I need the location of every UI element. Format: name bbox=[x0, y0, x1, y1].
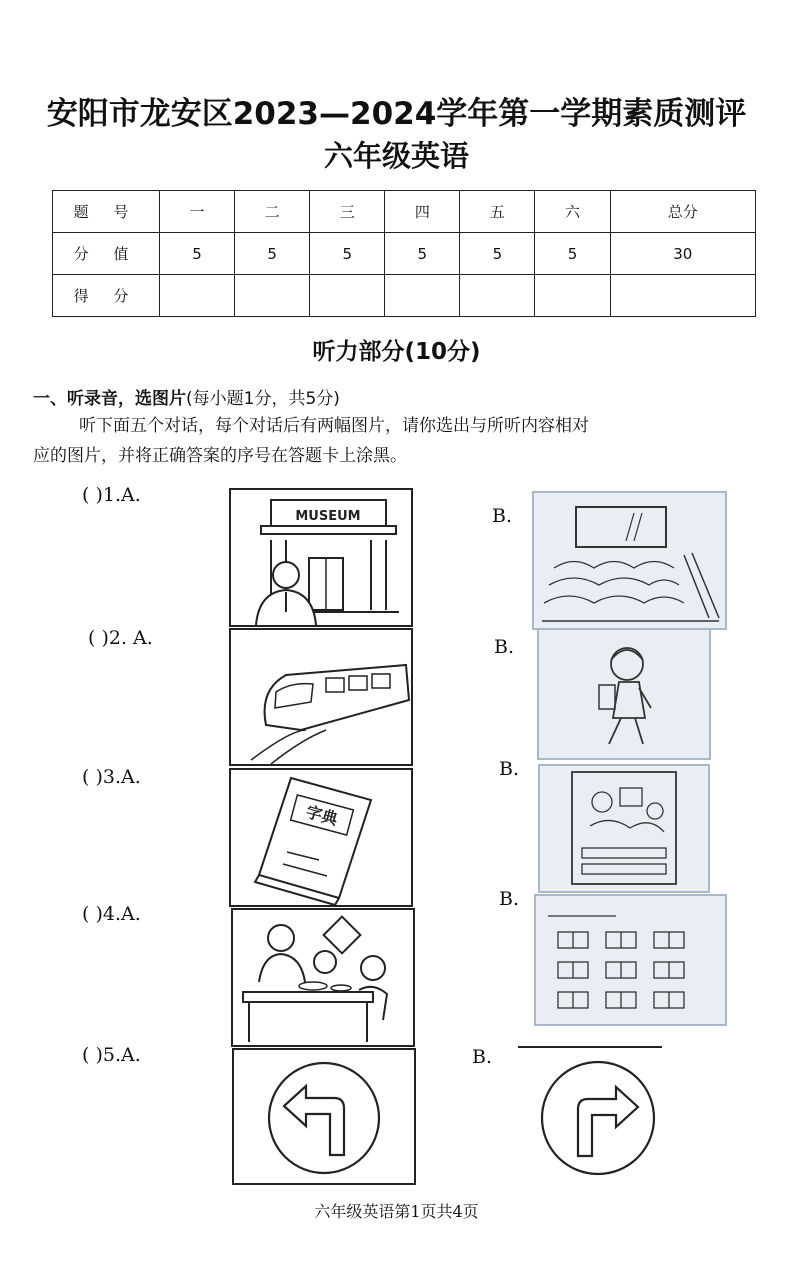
table-cell: 题 号 bbox=[53, 191, 160, 233]
question-4-label: ( )4.A. bbox=[82, 903, 141, 925]
exam-title: 安阳市龙安区2023—2024学年第一学期素质测评 bbox=[46, 96, 747, 132]
table-cell: 分 值 bbox=[53, 233, 160, 275]
score-entry-cell[interactable] bbox=[610, 275, 755, 317]
question-3-label: ( )3.A. bbox=[82, 766, 141, 788]
question-2-label: ( )2. A. bbox=[88, 627, 153, 649]
score-table bbox=[52, 190, 756, 317]
table-row bbox=[53, 233, 756, 275]
exam-subtitle: 六年级英语 bbox=[323, 139, 469, 173]
part-heading-label: 一、听录音，选图片 bbox=[33, 389, 186, 409]
score-entry-cell[interactable] bbox=[385, 275, 460, 317]
table-row bbox=[53, 275, 756, 317]
worksheet-icon[interactable] bbox=[534, 894, 727, 1026]
score-entry-cell[interactable] bbox=[535, 275, 610, 317]
table-cell: 5 bbox=[385, 233, 460, 275]
dictionary-icon[interactable] bbox=[229, 768, 413, 907]
table-cell: 三 bbox=[310, 191, 385, 233]
table-cell: 六 bbox=[535, 191, 610, 233]
cinema-icon[interactable] bbox=[532, 491, 727, 630]
section-title: 听力部分(10分) bbox=[312, 339, 481, 365]
making-dumplings-icon[interactable] bbox=[231, 908, 415, 1047]
question-1-label: ( )1.A. bbox=[82, 484, 141, 506]
instruction-line: 应的图片，并将正确答案的序号在答题卡上涂黑。 bbox=[33, 446, 407, 466]
question-4-b-label: B. bbox=[499, 888, 520, 910]
table-cell: 四 bbox=[385, 191, 460, 233]
instruction-line: 听下面五个对话，每个对话后有两幅图片，请你选出与所听内容相对 bbox=[79, 416, 589, 436]
table-cell: 5 bbox=[535, 233, 610, 275]
score-entry-cell[interactable] bbox=[160, 275, 235, 317]
table-cell: 30 bbox=[610, 233, 755, 275]
table-cell: 5 bbox=[160, 233, 235, 275]
table-cell: 得 分 bbox=[53, 275, 160, 317]
table-row bbox=[53, 191, 756, 233]
score-entry-cell[interactable] bbox=[460, 275, 535, 317]
museum-sign-text: MUSEUM bbox=[295, 509, 361, 524]
turn-left-sign-icon[interactable] bbox=[232, 1048, 416, 1185]
table-cell: 总分 bbox=[610, 191, 755, 233]
table-cell: 一 bbox=[160, 191, 235, 233]
score-entry-cell[interactable] bbox=[310, 275, 385, 317]
divider bbox=[518, 1046, 662, 1048]
poster-icon[interactable] bbox=[538, 764, 710, 893]
table-cell: 5 bbox=[460, 233, 535, 275]
dictionary-title-text: 字典 bbox=[303, 802, 340, 829]
walking-girl-icon[interactable] bbox=[537, 628, 711, 760]
table-cell: 5 bbox=[310, 233, 385, 275]
table-cell: 5 bbox=[235, 233, 310, 275]
score-entry-cell[interactable] bbox=[235, 275, 310, 317]
question-5-label: ( )5.A. bbox=[82, 1044, 141, 1066]
part-points: (每小题1分，共5分) bbox=[186, 389, 340, 409]
turn-right-sign-icon[interactable] bbox=[528, 1053, 668, 1179]
question-2-b-label: B. bbox=[494, 636, 515, 658]
part-heading bbox=[33, 384, 340, 409]
table-cell: 二 bbox=[235, 191, 310, 233]
museum-icon[interactable] bbox=[229, 488, 413, 627]
table-cell: 五 bbox=[460, 191, 535, 233]
page-footer: 六年级英语第1页共4页 bbox=[314, 1202, 479, 1221]
question-5-b-label: B. bbox=[472, 1046, 493, 1068]
train-icon[interactable] bbox=[229, 628, 413, 766]
question-3-b-label: B. bbox=[499, 758, 520, 780]
question-1-b-label: B. bbox=[492, 505, 513, 527]
